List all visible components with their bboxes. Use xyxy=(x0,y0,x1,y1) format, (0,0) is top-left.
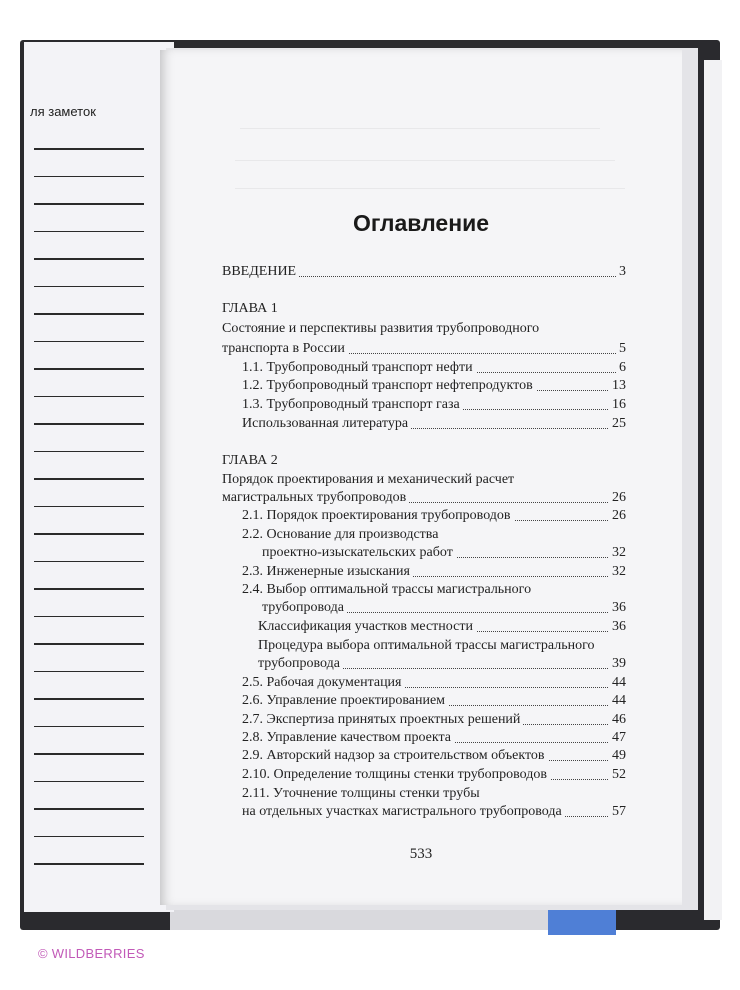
note-line xyxy=(34,148,144,150)
toc-entry-2-1[interactable] xyxy=(242,506,626,526)
toc-entry-label: 2.5. Рабочая документация xyxy=(242,673,405,693)
watermark: © WILDBERRIES xyxy=(38,946,145,961)
toc-entry-references[interactable] xyxy=(242,414,626,434)
note-line xyxy=(34,368,144,370)
chapter1-heading: ГЛАВА 1 xyxy=(222,301,278,316)
toc-entry-page: 39 xyxy=(609,654,626,674)
toc-entry-page: 36 xyxy=(609,617,626,637)
toc-entry-page: 36 xyxy=(609,598,626,618)
toc-entry-page: 26 xyxy=(609,506,626,526)
show-through-text xyxy=(235,160,615,161)
toc-entry-label: магистральных трубопроводов xyxy=(222,488,409,508)
toc-entry-chapter1[interactable] xyxy=(222,339,626,359)
toc-entry-2-5[interactable] xyxy=(242,673,626,693)
toc-entry-1-3[interactable] xyxy=(242,395,626,415)
toc-entry-page: 47 xyxy=(609,728,626,748)
toc-entry-2-11[interactable] xyxy=(242,802,626,822)
toc-entry-label: ВВЕДЕНИЕ xyxy=(222,262,299,282)
toc-entry-page: 32 xyxy=(609,543,626,563)
toc-entry-label: на отдельных участках магистрального трубопровода xyxy=(242,802,565,822)
toc-entry-2-8[interactable] xyxy=(242,728,626,748)
toc-entry-page: 26 xyxy=(609,488,626,508)
note-line xyxy=(34,396,144,398)
note-line xyxy=(34,423,144,425)
toc-entry-2-4-line1: 2.4. Выбор оптимальной трассы магистрального xyxy=(242,582,532,597)
toc-entry-1-1[interactable] xyxy=(242,358,626,378)
note-line xyxy=(34,808,144,810)
toc-entry-page: 25 xyxy=(609,414,626,434)
toc-entry-2-6[interactable] xyxy=(242,691,626,711)
toc-entry-1-2[interactable] xyxy=(242,376,626,396)
toc-entry-classification[interactable] xyxy=(258,617,626,637)
note-line xyxy=(34,203,144,205)
toc-entry-procedure-line1: Процедура выбора оптимальной трассы магистрального xyxy=(258,638,595,653)
toc-entry-label: трубопровода xyxy=(262,598,347,618)
note-line xyxy=(34,478,144,480)
toc-entry-2-10[interactable] xyxy=(242,765,626,785)
toc-entry-label: транспорта в России xyxy=(222,339,348,359)
toc-entry-page: 52 xyxy=(609,765,626,785)
toc-entry-page: 44 xyxy=(609,673,626,693)
toc-entry-label: 2.3. Инженерные изыскания xyxy=(242,562,413,582)
note-line xyxy=(34,258,144,260)
toc-entry-label: 2.10. Определение толщины стенки трубопроводов xyxy=(242,765,550,785)
toc-entry-2-7[interactable] xyxy=(242,710,626,730)
toc-entry-label: 2.8. Управление качеством проекта xyxy=(242,728,454,748)
note-line xyxy=(34,726,144,728)
toc-entry-label: 2.6. Управление проектированием xyxy=(242,691,448,711)
toc-entry-page: 5 xyxy=(616,339,626,359)
note-line xyxy=(34,533,144,535)
toc-entry-page: 46 xyxy=(609,710,626,730)
note-line xyxy=(34,863,144,865)
note-line xyxy=(34,231,144,233)
chapter2-heading: ГЛАВА 2 xyxy=(222,453,278,468)
toc-entry-page: 32 xyxy=(609,562,626,582)
note-line xyxy=(34,616,144,618)
toc-entry-2-9[interactable] xyxy=(242,746,626,766)
note-line xyxy=(34,313,144,315)
toc-entry-label: 2.7. Экспертиза принятых проектных решений xyxy=(242,710,523,730)
toc-entry-label: проектно-изыскательских работ xyxy=(262,543,456,563)
toc-entry-2-11-line1: 2.11. Уточнение толщины стенки трубы xyxy=(242,786,480,801)
toc-entry-chapter2[interactable] xyxy=(222,488,626,508)
toc-entry-procedure[interactable] xyxy=(258,654,626,674)
toc-entry-label: 2.1. Порядок проектирования трубопроводов xyxy=(242,506,514,526)
toc-entry-2-3[interactable] xyxy=(242,562,626,582)
note-line xyxy=(34,671,144,673)
note-line xyxy=(34,451,144,453)
chapter2-title-line1: Порядок проектирования и механический расчет xyxy=(222,472,515,487)
toc-entry-2-2-line1: 2.2. Основание для производства xyxy=(242,527,439,542)
toc-entry-label: 1.1. Трубопроводный транспорт нефти xyxy=(242,358,476,378)
toc-entry-label: 1.3. Трубопроводный транспорт газа xyxy=(242,395,463,415)
cover-edge xyxy=(704,60,722,920)
show-through-text xyxy=(235,188,625,189)
note-line xyxy=(34,698,144,700)
note-line xyxy=(34,176,144,178)
note-line xyxy=(34,561,144,563)
chapter1-title-line1: Состояние и перспективы развития трубопроводного xyxy=(222,321,540,336)
toc-entry-label: трубопровода xyxy=(258,654,343,674)
note-line xyxy=(34,588,144,590)
note-line xyxy=(34,836,144,838)
toc-entry-page: 44 xyxy=(609,691,626,711)
page-number: 533 xyxy=(409,846,433,862)
toc-entry-page: 49 xyxy=(609,746,626,766)
toc-entry-label: Классификация участков местности xyxy=(258,617,476,637)
toc-entry-page: 57 xyxy=(609,802,626,822)
note-line xyxy=(34,341,144,343)
toc-entry-page: 6 xyxy=(616,358,626,378)
toc-title: Оглавление xyxy=(352,210,490,236)
toc-entry-label: Использованная литература xyxy=(242,414,411,434)
note-line xyxy=(34,286,144,288)
note-line xyxy=(34,781,144,783)
show-through-text xyxy=(240,128,600,129)
note-line xyxy=(34,753,144,755)
toc-entry-intro[interactable] xyxy=(222,262,626,282)
toc-entry-label: 2.9. Авторский надзор за строительством объектов xyxy=(242,746,548,766)
toc-entry-2-4[interactable] xyxy=(262,598,626,618)
toc-entry-page: 13 xyxy=(609,376,626,396)
note-line xyxy=(34,643,144,645)
note-line xyxy=(34,506,144,508)
toc-entry-page: 16 xyxy=(609,395,626,415)
toc-entry-page: 3 xyxy=(616,262,626,282)
notes-title: ля заметок xyxy=(30,104,96,119)
toc-entry-label: 1.2. Трубопроводный транспорт нефтепродуктов xyxy=(242,376,536,396)
toc-entry-2-2[interactable] xyxy=(262,543,626,563)
